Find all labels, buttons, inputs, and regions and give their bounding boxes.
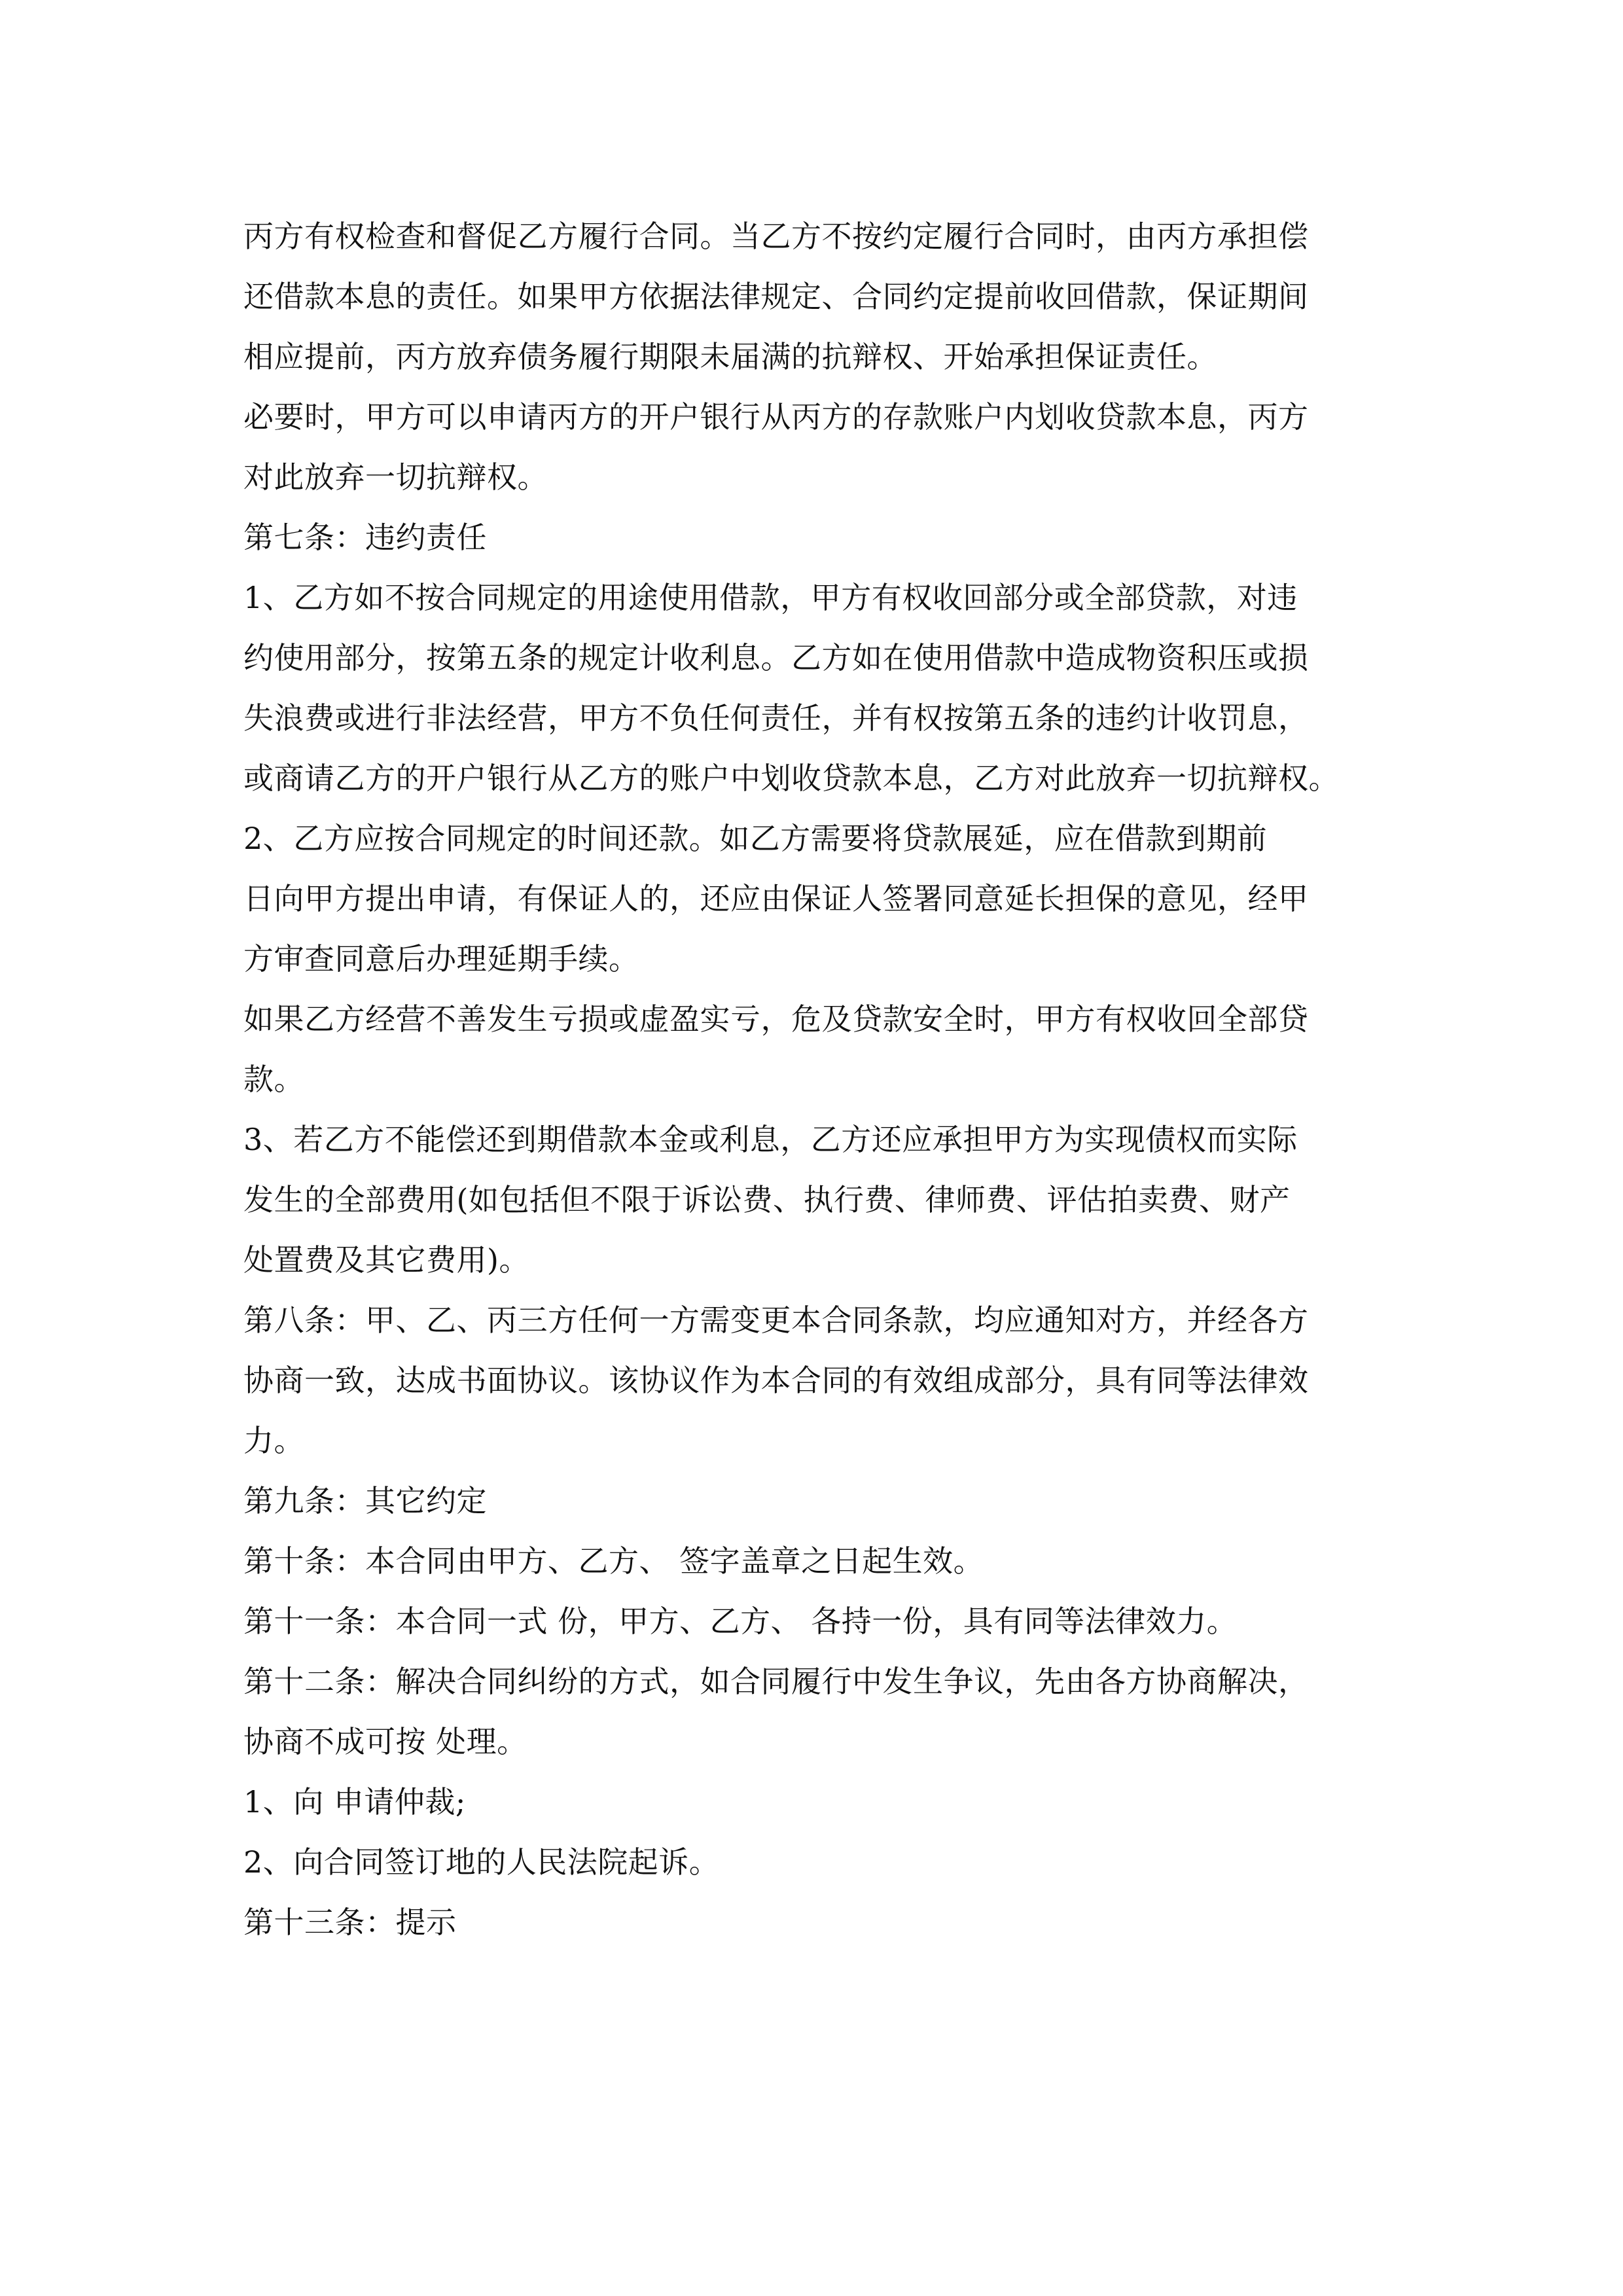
contract-text-body xyxy=(243,206,1380,1952)
text-line: 必要时，甲方可以申请丙方的开户银行从丙方的存款账户内划收贷款本息，丙方 xyxy=(243,399,1309,435)
section-heading: 第八条：甲、乙、丙三方任何一方需变更本合同条款，均应通知对方，并经各方 xyxy=(243,1302,1309,1338)
text-line: 方审查同意后办理延期手续。 xyxy=(243,941,639,977)
text-line: 日向甲方提出申请，有保证人的，还应由保证人签署同意延长担保的意见，经甲 xyxy=(243,881,1309,916)
text-line: 如果乙方经营不善发生亏损或虚盈实亏，危及贷款安全时，甲方有权收回全部贷 xyxy=(243,1001,1309,1037)
text-line: 3、若乙方不能偿还到期借款本金或利息，乙方还应承担甲方为实现债权而实际 xyxy=(243,1122,1298,1157)
text-line: 处置费及其它费用)。 xyxy=(243,1242,529,1278)
text-line: 对此放弃一切抗辩权。 xyxy=(243,459,548,495)
text-line: 协商一致，达成书面协议。该协议作为本合同的有效组成部分，具有同等法律效 xyxy=(243,1363,1309,1398)
text-line: 协商不成可按 处理。 xyxy=(243,1724,527,1759)
text-line: 还借款本息的责任。如果甲方依据法律规定、合同约定提前收回借款，保证期间 xyxy=(243,279,1309,314)
text-line: 丙方有权检查和督促乙方履行合同。当乙方不按约定履行合同时，由丙方承担偿 xyxy=(243,219,1309,254)
section-heading: 第七条：违约责任 xyxy=(243,520,487,555)
text-line: 款。 xyxy=(243,1062,304,1097)
section-heading: 第十一条：本合同一式 份，甲方、乙方、 各持一份，具有同等法律效力。 xyxy=(243,1604,1238,1639)
text-line: 发生的全部费用(如包括但不限于诉讼费、执行费、律师费、评估拍卖费、财产 xyxy=(243,1182,1291,1217)
text-line: 力。 xyxy=(243,1423,304,1458)
section-heading: 第十二条：解决合同纠纷的方式，如合同履行中发生争议，先由各方协商解决， xyxy=(243,1664,1309,1699)
text-line: 1、向 申请仲裁; xyxy=(243,1784,466,1820)
text-line: 约使用部分，按第五条的规定计收利息。乙方如在使用借款中造成物资积压或损 xyxy=(243,640,1309,675)
text-line: 2、乙方应按合同规定的时间还款。如乙方需要将贷款展延，应在借款到期前 xyxy=(243,821,1268,856)
text-line: 相应提前，丙方放弃债务履行期限未届满的抗辩权、开始承担保证责任。 xyxy=(243,339,1217,374)
section-heading: 第十条：本合同由甲方、乙方、 签字盖章之日起生效。 xyxy=(243,1543,984,1579)
text-line: 1、乙方如不按合同规定的用途使用借款，甲方有权收回部分或全部贷款，对违 xyxy=(243,580,1298,615)
text-line: 或商请乙方的开户银行从乙方的账户中划收贷款本息，乙方对此放弃一切抗辩权。 xyxy=(243,761,1339,796)
section-heading: 第十三条：提示 xyxy=(243,1905,457,1940)
text-line: 失浪费或进行非法经营，甲方不负任何责任，并有权按第五条的违约计收罚息， xyxy=(243,700,1309,736)
text-line: 2、向合同签订地的人民法院起诉。 xyxy=(243,1844,720,1880)
section-heading: 第九条：其它约定 xyxy=(243,1483,487,1518)
